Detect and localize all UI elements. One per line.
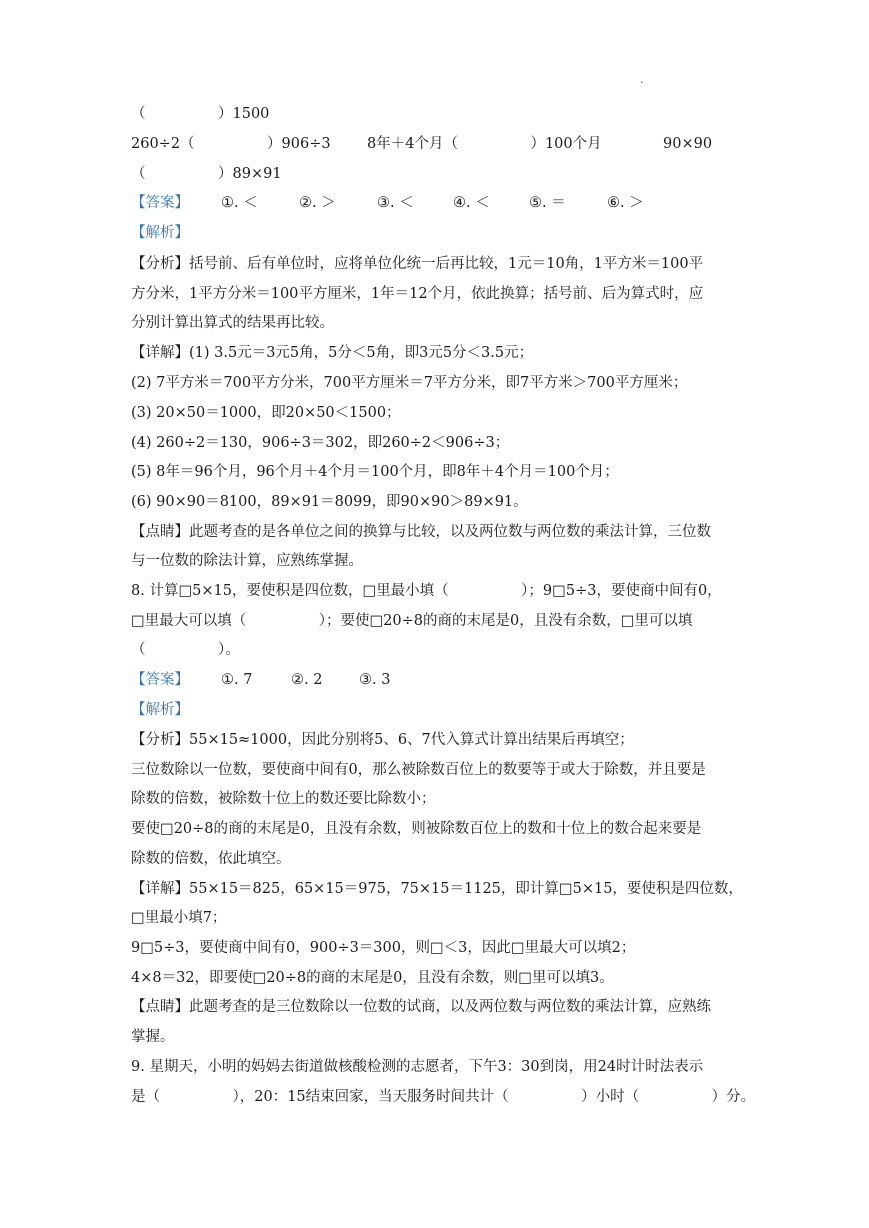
q7-answer-4: ④. ＜: [453, 195, 490, 211]
q7-analysis-tag: 【解析】: [131, 225, 189, 241]
q8-fenxi-4: 要使□20÷8的商的末尾是0，且没有余数，则被除数百位上的数和十位上的数合起来要是: [131, 821, 702, 837]
q7-dianjing-1: 【点睛】此题考查的是各单位之间的换算与比较，以及两位数与两位数的乘法计算，三位数: [131, 524, 711, 540]
q8-question-2: □里最大可以填（ ）；要使□20÷8的商的末尾是0，且没有余数，□里可以填: [131, 613, 693, 629]
q8-fenxi-3: 除数的倍数，被除数十位上的数还要比除数小；: [131, 791, 436, 807]
q7-answer-tag: 【答案】: [131, 195, 189, 211]
q8-analysis-tag: 【解析】: [131, 702, 189, 718]
corner-mark: .: [640, 72, 644, 86]
q7-row2-c: 90×90: [663, 136, 713, 152]
q7-answer-5: ⑤. ＝: [529, 195, 566, 211]
q7-fenxi-1: 【分析】括号前、后有单位时，应将单位化统一后再比较，1元＝10角，1平方米＝100平: [131, 256, 704, 272]
q7-xiangjie-6: (6) 90×90＝8100，89×91＝8099，即90×90＞89×91。: [131, 494, 528, 510]
q7-answer-3: ③. ＜: [377, 195, 414, 211]
q7-row2-a: 260÷2（ ）906÷3: [131, 136, 331, 152]
q8-dianjing-1: 【点睛】此题考查的是三位数除以一位数的试商，以及两位数与两位数的乘法计算，应熟练: [131, 999, 711, 1015]
q7-fenxi-3: 分别计算出算式的结果再比较。: [131, 315, 334, 331]
q7-xiangjie-1: 【详解】(1) 3.5元＝3元5角，5分＜5角，即3元5分＜3.5元；: [131, 345, 534, 361]
q8-question-1: 8. 计算□5×15，要使积是四位数，□里最小填（ ）；9□5÷3，要使商中间有0，: [131, 583, 722, 599]
q8-question-3: （ ）。: [131, 642, 240, 658]
q8-dianjing-2: 掌握。: [131, 1029, 175, 1045]
q8-xiangjie-1: 【详解】55×15＝825，65×15＝975，75×15＝1125，即计算□5×15，要使积是四位数，: [131, 881, 743, 897]
q8-xiangjie-2: □里最小填7；: [131, 910, 227, 926]
q7-fenxi-2: 方分米，1平方分米＝100平方厘米，1年＝12个月，依此换算；括号前、后为算式时，应: [131, 286, 704, 302]
q8-answer-3: ③. 3: [359, 672, 391, 688]
q7-xiangjie-2: (2) 7平方米＝700平方分米，700平方厘米＝7平方分米，即7平方米＞700平方厘米；: [131, 375, 688, 391]
q9-question-2: 是（ ），20：15结束回家，当天服务时间共计（ ）小时（ ）分。: [131, 1089, 756, 1105]
q7-answer-2: ②. ＞: [299, 195, 336, 211]
q7-xiangjie-3: (3) 20×50＝1000，即20×50＜1500；: [131, 405, 401, 421]
q7-row2-b: 8年＋4个月（ ）100个月: [367, 136, 602, 152]
q8-answer-tag: 【答案】: [131, 672, 189, 688]
q7-answer-6: ⑥. ＞: [607, 195, 644, 211]
q7-row3: （ ）89×91: [131, 166, 282, 182]
q7-xiangjie-4: (4) 260÷2＝130，906÷3＝302，即260÷2＜906÷3；: [131, 435, 510, 451]
q8-answer-2: ②. 2: [291, 672, 323, 688]
q8-fenxi-5: 除数的倍数，依此填空。: [131, 851, 291, 867]
q7-row1: （ ）1500: [131, 106, 270, 122]
q8-xiangjie-4: 4×8＝32，即要使□20÷8的商的末尾是0，且没有余数，则□里可以填3。: [131, 970, 614, 986]
q9-question-1: 9. 星期天，小明的妈妈去街道做核酸检测的志愿者，下午3：30到岗，用24时计时法表示: [131, 1059, 704, 1075]
q7-answer-1: ①. ＜: [221, 195, 258, 211]
q8-fenxi-2: 三位数除以一位数，要使商中间有0，那么被除数百位上的数要等于或大于除数，并且要是: [131, 762, 706, 778]
q8-fenxi-1: 【分析】55×15≈1000，因此分别将5、6、7代入算式计算出结果后再填空；: [131, 732, 634, 748]
q8-xiangjie-3: 9□5÷3，要使商中间有0，900÷3＝300，则□＜3，因此□里最大可以填2；: [131, 940, 636, 956]
q7-xiangjie-5: (5) 8年＝96个月，96个月＋4个月＝100个月，即8年＋4个月＝100个月；: [131, 464, 619, 480]
q7-dianjing-2: 与一位数的除法计算，应熟练掌握。: [131, 553, 363, 569]
q8-answer-1: ①. 7: [221, 672, 253, 688]
